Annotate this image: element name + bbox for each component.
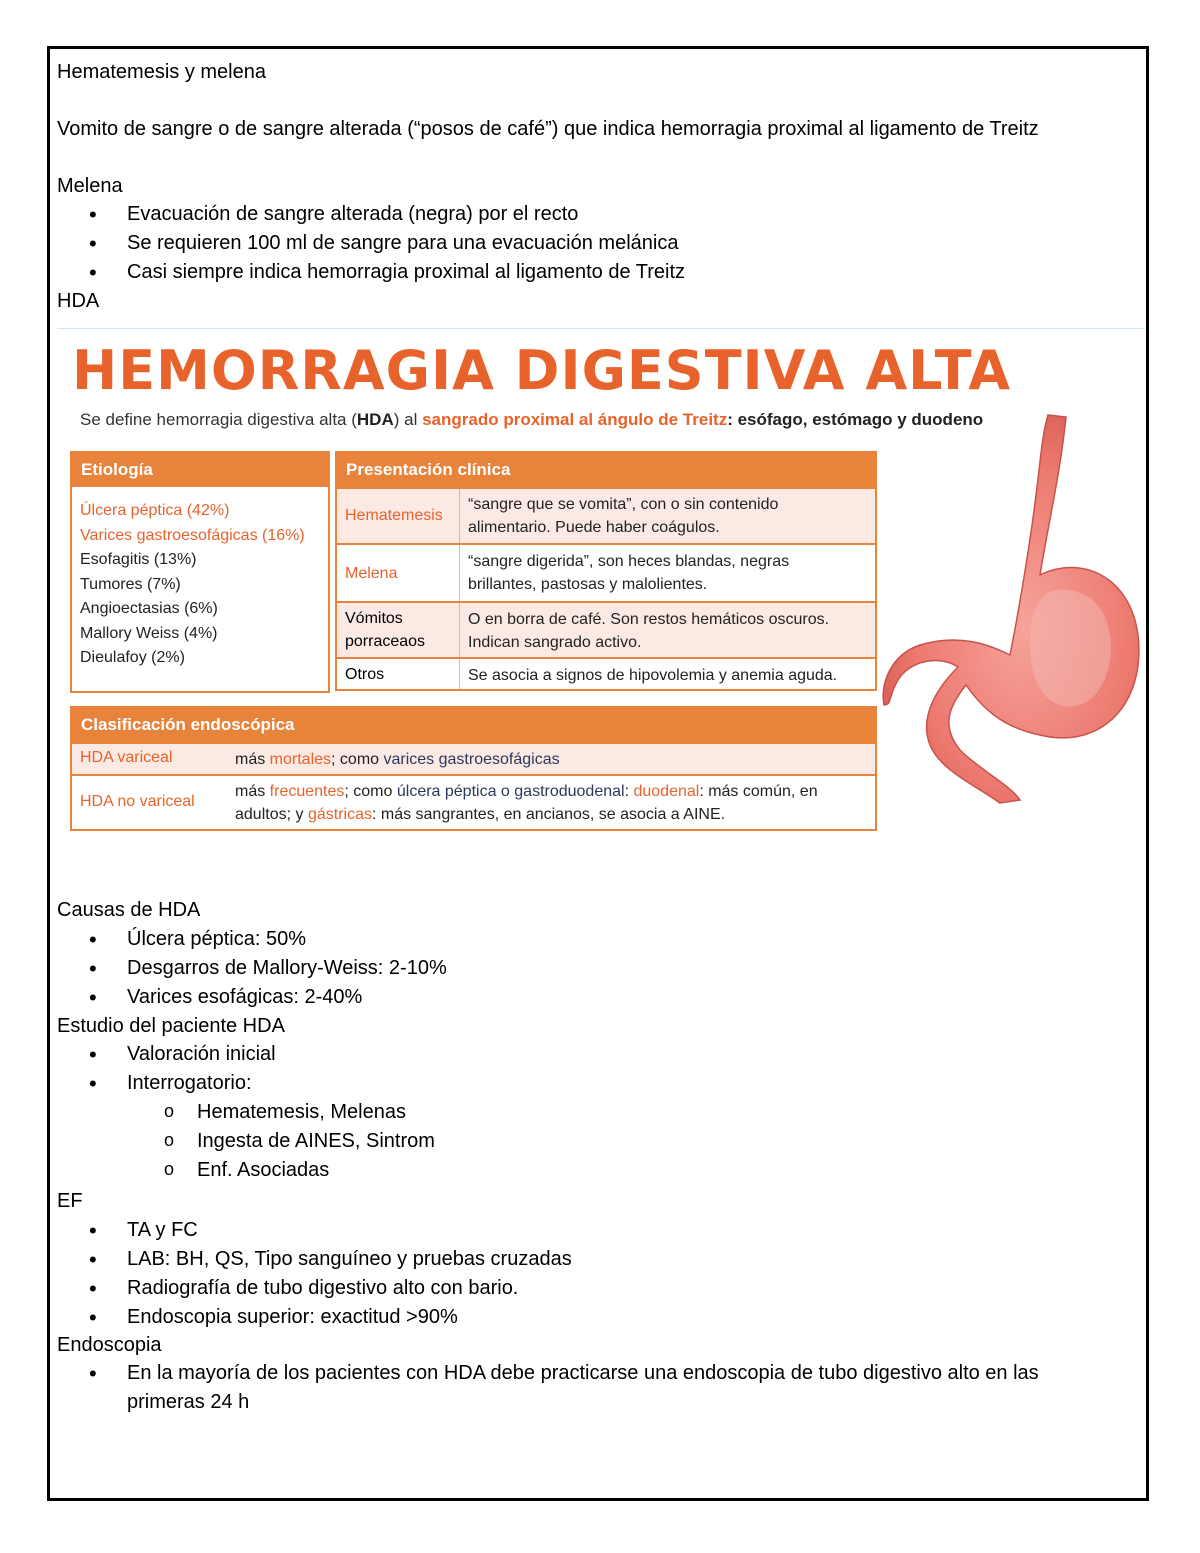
row-label: Otros (345, 666, 385, 683)
list-item: • Desgarros de Mallory-Weiss: 2-10% (57, 954, 447, 983)
row-label: HDA no variceal (80, 793, 195, 810)
list-item: Úlcera péptica (42%) (80, 502, 230, 519)
clasificacion-box (70, 706, 877, 831)
list-item: • Interrogatorio: (57, 1069, 276, 1098)
list-item: o Enf. Asociadas (57, 1156, 435, 1185)
table-row (337, 487, 875, 543)
list-item (57, 1359, 1039, 1417)
etiologia-header: Etiología (72, 453, 328, 487)
etiologia-box (70, 451, 330, 693)
list-item: • Endoscopia superior: exactitud >90% (57, 1303, 572, 1332)
list-item: • TA y FC (57, 1216, 572, 1245)
causas-list (57, 925, 447, 1012)
table-row (72, 774, 875, 829)
table-row (72, 742, 875, 774)
table-row (337, 601, 875, 657)
infographic-subtitle: Se define hemorragia digestiva alta (HDA) al sangrado proximal al ángulo de Treitz: esófago, estómago y duodeno (80, 410, 984, 429)
list-item: Tumores (7%) (80, 575, 181, 593)
list-item: Varices gastroesofágicas (16%) (80, 526, 305, 544)
definition-text: Vomito de sangre o de sangre alterada (“posos de café”) que indica hemorragia proximal al ligamento de Treitz (57, 118, 1039, 140)
list-item: • Valoración inicial (57, 1040, 276, 1069)
row-desc-2: brillantes, pastosas y malolientes. (468, 576, 708, 593)
presentacion-box (335, 451, 877, 691)
row-desc: más mortales; como varices gastroesofágicas (235, 751, 560, 768)
stomach-illustration (880, 405, 1150, 805)
row-desc-2: alimentario. Puede haber coágulos. (468, 519, 720, 536)
row-desc-1: O en borra de café. Son restos hemáticos oscuros. (468, 611, 830, 628)
list-item: Mallory Weiss (4%) (80, 624, 218, 642)
row-desc-1: Se asocia a signos de hipovolemia y anemia aguda. (468, 667, 838, 684)
list-item: o Hematemesis, Melenas (57, 1098, 435, 1127)
row-desc-2: Indican sangrado activo. (468, 634, 642, 651)
list-item: • Casi siempre indica hemorragia proximal al ligamento de Treitz (57, 258, 685, 287)
etiologia-list (72, 487, 328, 671)
row-label: HDA variceal (80, 749, 173, 766)
list-item: • Se requieren 100 ml de sangre para una evacuación melánica (57, 229, 685, 258)
ef-list (57, 1216, 572, 1332)
list-item: • LAB: BH, QS, Tipo sanguíneo y pruebas cruzadas (57, 1245, 572, 1274)
list-item: Esofagitis (13%) (80, 551, 197, 568)
hda-infographic (60, 335, 1150, 845)
endoscopia-list (57, 1359, 1039, 1417)
row-desc-1: “sangre que se vomita”, con o sin contenido (468, 496, 779, 513)
list-item: Dieulafoy (2%) (80, 649, 185, 666)
row-label-2: porraceaos (345, 633, 426, 650)
list-item: • Evacuación de sangre alterada (negra) por el recto (57, 200, 685, 229)
row-label: Melena (345, 565, 398, 582)
row-label: Hematemesis (345, 507, 443, 524)
table-row (337, 543, 875, 601)
presentacion-header: Presentación clínica (337, 453, 875, 487)
estudio-list (57, 1040, 276, 1098)
estudio-heading: Estudio del paciente HDA (57, 1015, 285, 1037)
clasificacion-header: Clasificación endoscópica (72, 708, 875, 742)
melena-list (57, 200, 685, 287)
table-row (337, 657, 875, 689)
row-desc-1: más frecuentes; como úlcera péptica o gastroduodenal: duodenal: más común, en (235, 783, 818, 800)
doc-title: Hematemesis y melena (57, 61, 266, 83)
endoscopia-line-1: En la mayoría de los pacientes con HDA debe practicarse una endoscopia de tubo digestivo alto en las (127, 1362, 1039, 1384)
list-item: • Varices esofágicas: 2-40% (57, 983, 447, 1012)
row-desc-1: “sangre digerida”, son heces blandas, negras (468, 553, 790, 570)
list-item: • Radiografía de tubo digestivo alto con bario. (57, 1274, 572, 1303)
list-item: Angioectasias (6%) (80, 600, 218, 617)
infographic-title: HEMORRAGIA DIGESTIVA ALTA (72, 339, 1012, 402)
causas-heading: Causas de HDA (57, 899, 201, 921)
divider (57, 328, 1145, 329)
row-desc-2: adultos; y gástricas: más sangrantes, en ancianos, se asocia a AINE. (235, 806, 726, 823)
list-item: o Ingesta de AINES, Sintrom (57, 1127, 435, 1156)
interrogatorio-list (57, 1098, 435, 1185)
row-label-1: Vómitos (345, 610, 403, 627)
endoscopia-line-2: primeras 24 h (127, 1391, 250, 1413)
list-item: • Úlcera péptica: 50% (57, 925, 447, 954)
endoscopia-heading: Endoscopia (57, 1334, 162, 1356)
hda-heading: HDA (57, 290, 100, 312)
ef-heading: EF (57, 1190, 83, 1212)
melena-heading: Melena (57, 175, 123, 197)
